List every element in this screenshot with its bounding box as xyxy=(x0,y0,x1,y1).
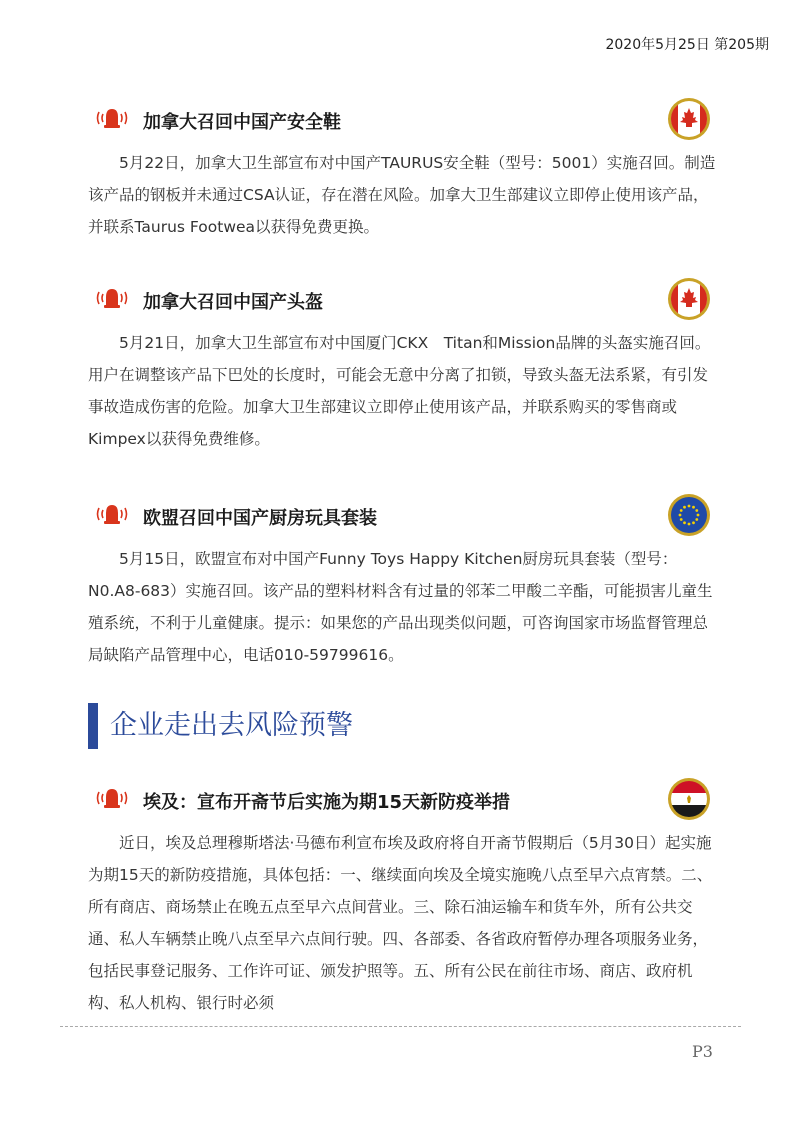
alarm-bell-icon xyxy=(94,285,130,311)
issue-date: 2020年5月25日 第205期 xyxy=(605,37,769,53)
canada-flag-icon xyxy=(667,97,711,141)
egypt-flag-icon xyxy=(667,777,711,821)
footer-divider xyxy=(60,1026,741,1027)
news-title: 埃及：宣布开斋节后实施为期15天新防疫举措 xyxy=(143,792,511,813)
alarm-bell-icon xyxy=(94,501,130,527)
news-header xyxy=(0,97,793,141)
news-body: 5月22日，加拿大卫生部宣布对中国产TAURUS安全鞋（型号：5001）实施召回。制造该产品的钢板并未通过CSA认证，存在潜在风险。加拿大卫生部建议立即停止使用该产品，并联系Taurus Footwea以获得免费更换。 xyxy=(88,154,716,236)
page-number: P3 xyxy=(692,1042,713,1061)
news-body: 近日，埃及总理穆斯塔法·马德布利宣布埃及政府将自开斋节假期后（5月30日）起实施为期15天的新防疫措施，具体包括：一、继续面向埃及全境实施晚八点至早六点宵禁。二、所有商店、商场禁止在晚五点至早六点间营业。三、除石油运输车和货车外，所有公共交通、私人车辆禁止晚八点至早六点间行驶。四、各部委、各省政府暂停办理各项服务业务，包括民事登记服务、工作许可证、颁发护照等。五、所有公民在前往市场、商店、政府机构、私人机构、银行时必须 xyxy=(88,834,713,1012)
news-title: 加拿大召回中国产安全鞋 xyxy=(143,112,341,133)
eu-flag-icon xyxy=(667,493,711,537)
canada-flag-icon xyxy=(667,277,711,321)
news-header xyxy=(0,277,793,321)
section-heading: 企业走出去风险预警 xyxy=(88,703,353,749)
alarm-bell-icon xyxy=(94,105,130,131)
news-header xyxy=(0,493,793,537)
news-title: 欧盟召回中国产厨房玩具套装 xyxy=(143,508,377,529)
news-header xyxy=(0,777,793,821)
alarm-bell-icon xyxy=(94,785,130,811)
news-body: 5月15日，欧盟宣布对中国产Funny Toys Happy Kitchen厨房玩具套装（型号：N0.A8-683）实施召回。该产品的塑料材料含有过量的邻苯二甲酸二辛酯，可能损害儿童生殖系统，不利于儿童健康。提示：如果您的产品出现类似问题，可咨询国家市场监督管理总局缺陷产品管理中心，电话010-59799616。 xyxy=(88,550,713,664)
news-body: 5月21日，加拿大卫生部宣布对中国厦门CKX Titan和Mission品牌的头盔实施召回。用户在调整该产品下巴处的长度时，可能会无意中分离了扣锁，导致头盔无法系紧，有引发事故造成伤害的危险。加拿大卫生部建议立即停止使用该产品，并联系购买的零售商或Kimpex以获得免费维修。 xyxy=(88,334,711,448)
news-title: 加拿大召回中国产头盔 xyxy=(143,292,323,313)
